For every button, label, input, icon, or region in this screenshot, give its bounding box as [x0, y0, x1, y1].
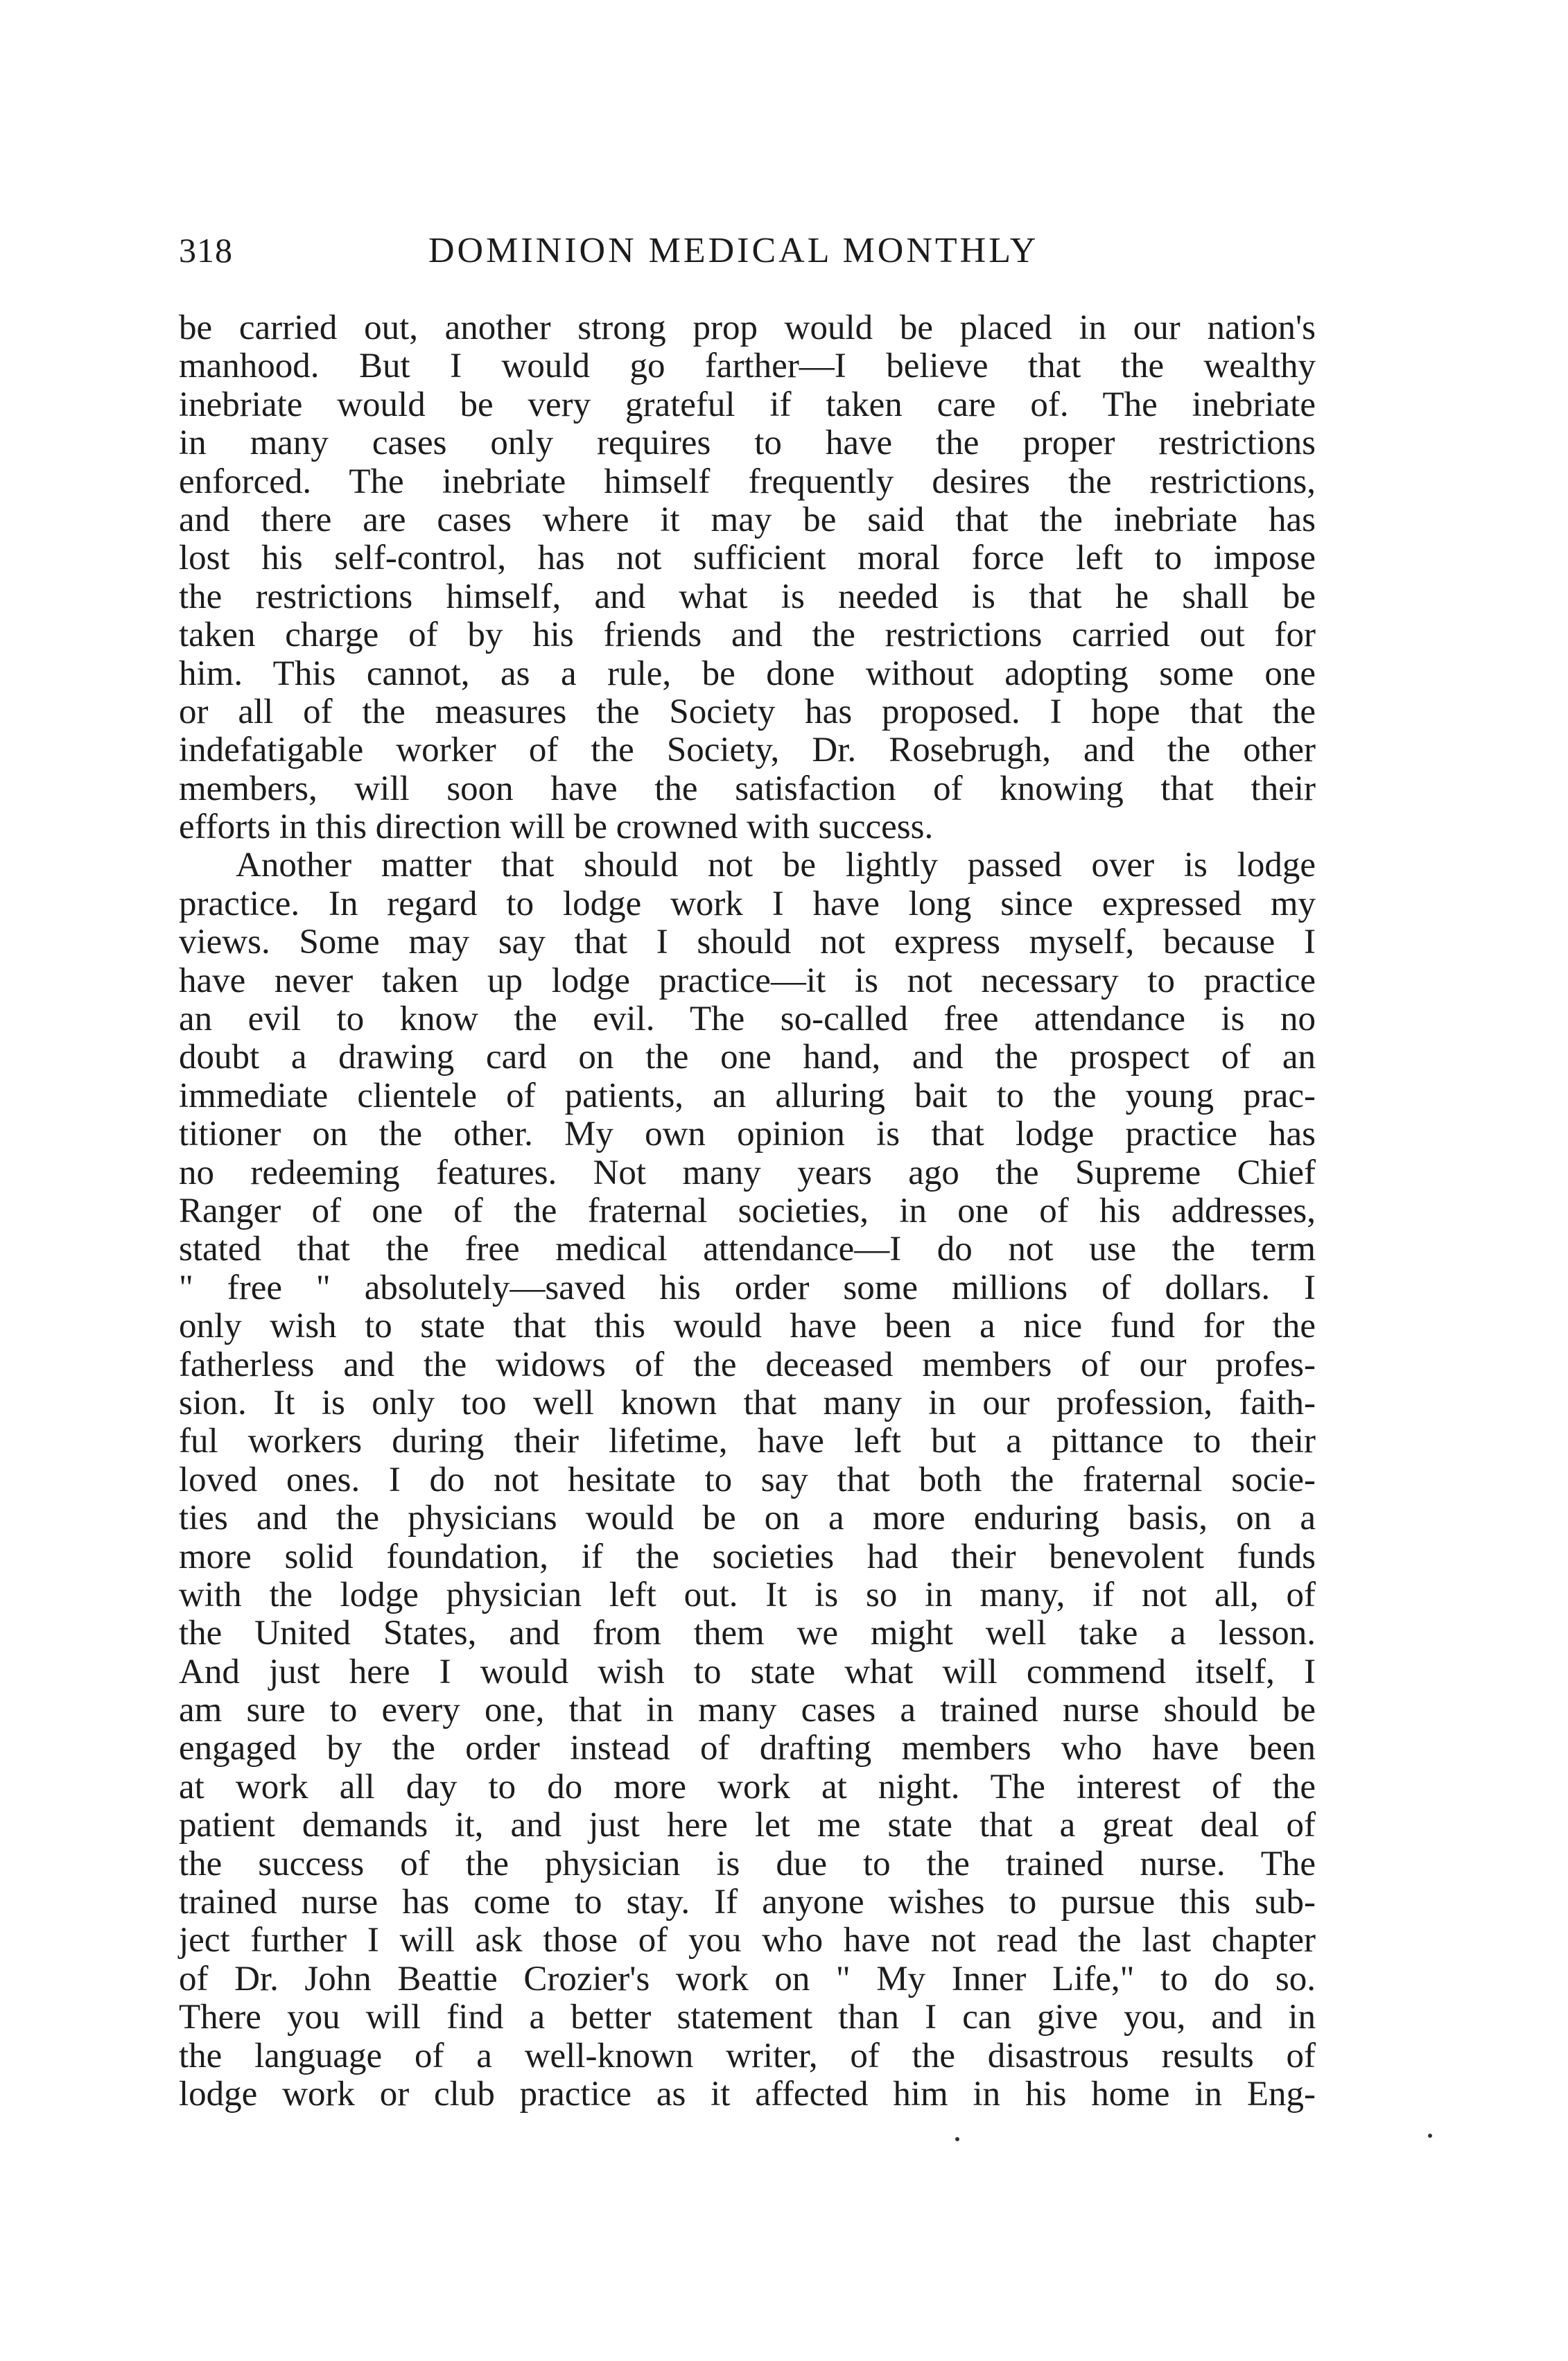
text-line: only wish to state that this would have been a nice fund for the	[179, 1307, 1316, 1346]
text-line: have never taken up lodge practice—it is not necessary to practice	[179, 961, 1316, 1000]
text-line: in many cases only requires to have the proper restrictions	[179, 424, 1316, 463]
page-header	[179, 230, 1316, 279]
text-line: taken charge of by his friends and the restrictions carried out for	[179, 616, 1316, 655]
print-speck	[1428, 2134, 1432, 2138]
text-line: titioner on the other. My own opinion is that lodge practice has	[179, 1115, 1316, 1154]
text-line: an evil to know the evil. The so-called free attendance is no	[179, 1000, 1316, 1039]
text-line: with the lodge physician left out. It is so in many, if not all, of	[179, 1575, 1316, 1614]
text-line: Another matter that should not be lightly passed over is lodge	[236, 846, 1316, 885]
text-line: patient demands it, and just here let me state that a great deal of	[179, 1806, 1316, 1845]
text-line: manhood. But I would go farther—I believe that the wealthy	[179, 347, 1316, 386]
text-line: efforts in this direction will be crowned with success.	[179, 808, 934, 847]
body-text	[179, 309, 1316, 2114]
text-line: lodge work or club practice as it affected him in his home in Eng-	[179, 2074, 1316, 2114]
text-line: indefatigable worker of the Society, Dr. Rosebrugh, and the other	[179, 731, 1316, 770]
text-line: more solid foundation, if the societies had their benevolent funds	[179, 1537, 1316, 1576]
text-line: no redeeming features. Not many years ago the Supreme Chief	[179, 1153, 1316, 1192]
text-line: stated that the free medical attendance—I do not use the term	[179, 1230, 1316, 1269]
text-line: or all of the measures the Society has proposed. I hope that the	[179, 692, 1316, 731]
text-line: loved ones. I do not hesitate to say that both the fraternal socie-	[179, 1460, 1316, 1499]
text-line: There you will find a better statement than I can give you, and in	[179, 1998, 1316, 2037]
text-line: immediate clientele of patients, an alluring bait to the young prac-	[179, 1076, 1316, 1115]
text-line: the restrictions himself, and what is needed is that he shall be	[179, 577, 1316, 616]
text-line: fatherless and the widows of the deceased members of our profes-	[179, 1345, 1316, 1384]
text-line: the language of a well-known writer, of the disastrous results of	[179, 2036, 1316, 2075]
text-line: inebriate would be very grateful if taken care of. The inebriate	[179, 385, 1316, 424]
text-line: doubt a drawing card on the one hand, and the prospect of an	[179, 1038, 1316, 1077]
text-line: enforced. The inebriate himself frequently desires the restrictions,	[179, 462, 1316, 501]
text-line: lost his self-control, has not sufficient moral force left to impose	[179, 539, 1316, 578]
text-line: ful workers during their lifetime, have left but a pittance to their	[179, 1422, 1316, 1461]
text-line: engaged by the order instead of drafting members who have been	[179, 1729, 1316, 1768]
text-line: at work all day to do more work at night. The interest of the	[179, 1767, 1316, 1806]
text-line: trained nurse has come to stay. If anyone wishes to pursue this sub-	[179, 1883, 1316, 1922]
text-line: and there are cases where it may be said that the inebriate has	[179, 500, 1316, 539]
text-line: am sure to every one, that in many cases a trained nurse should be	[179, 1691, 1316, 1730]
text-line: " free " absolutely—saved his order some millions of dollars. I	[179, 1268, 1316, 1307]
text-line: ties and the physicians would be on a more enduring basis, on a	[179, 1499, 1316, 1538]
text-line: And just here I would wish to state what will commend itself, I	[179, 1652, 1316, 1691]
text-line: Ranger of one of the fraternal societies, in one of his addresses,	[179, 1191, 1316, 1230]
running-head: DOMINION MEDICAL MONTHLY	[428, 231, 1039, 270]
text-line: the success of the physician is due to the trained nurse. The	[179, 1844, 1316, 1883]
page-number: 318	[179, 231, 233, 270]
text-line: be carried out, another strong prop would be placed in our nation's	[179, 308, 1316, 347]
text-line: ject further I will ask those of you who have not read the last chapter	[179, 1921, 1316, 1960]
text-line: views. Some may say that I should not express myself, because I	[179, 923, 1316, 962]
text-line: the United States, and from them we might well take a lesson.	[179, 1614, 1316, 1653]
print-speck	[955, 2137, 959, 2141]
text-line: sion. It is only too well known that many in our profession, faith-	[179, 1383, 1316, 1422]
text-line: him. This cannot, as a rule, be done without adopting some one	[179, 654, 1316, 693]
text-line: of Dr. John Beattie Crozier's work on " My Inner Life," to do so.	[179, 1959, 1316, 1998]
text-line: members, will soon have the satisfaction of knowing that their	[179, 769, 1316, 808]
text-line: practice. In regard to lodge work I have long since expressed my	[179, 884, 1316, 923]
